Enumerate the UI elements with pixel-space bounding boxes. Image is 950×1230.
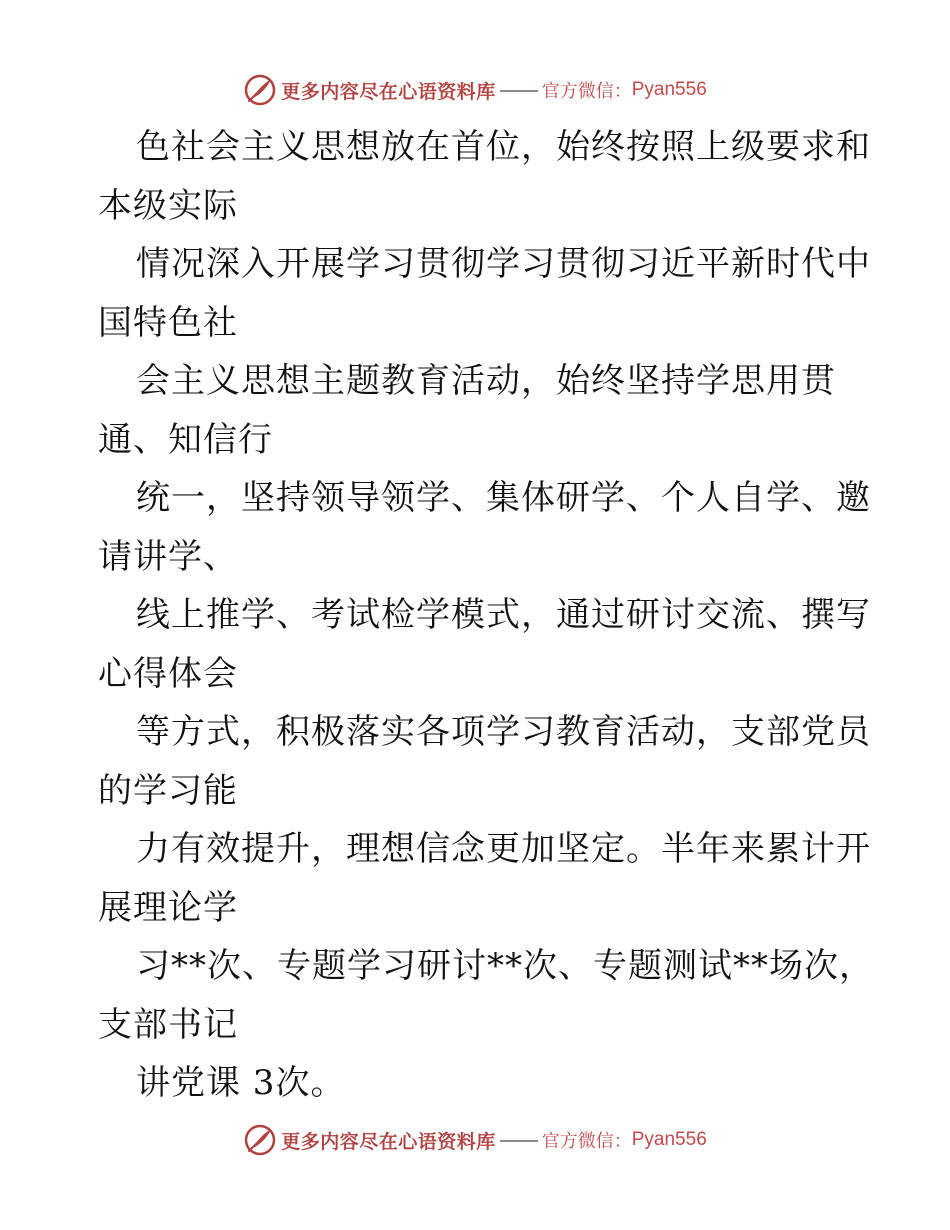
banner-wechat-account: Pyan556 <box>631 1129 707 1150</box>
body-line: 会主义思想主题教育活动，始终坚持学思用贯 <box>136 361 836 401</box>
body-line: 的学习能 <box>98 770 238 811</box>
body-line: 线上推学、考试检学模式，通过研讨交流、撰写 <box>136 595 871 635</box>
body-line: 通、知信行 <box>98 419 273 460</box>
banner-separator <box>500 1140 538 1142</box>
body-line: 国特色社 <box>98 302 238 343</box>
header-banner <box>0 70 950 110</box>
body-line: 请讲学、 <box>98 536 238 577</box>
feather-pen-logo-icon <box>243 73 277 107</box>
body-line: 心得体会 <box>98 653 238 694</box>
body-line: 统一，坚持领导领学、集体研学、个人自学、邀 <box>136 478 871 518</box>
body-line: 习**次、专题学习研讨**次、专题测试**场次， <box>136 946 874 986</box>
body-line: 情况深入开展学习贯彻学习贯彻习近平新时代中 <box>136 244 871 284</box>
body-line: 展理论学 <box>98 887 238 928</box>
feather-pen-logo-icon <box>243 1123 277 1157</box>
banner-site-text: 更多内容尽在心语资料库 <box>281 80 496 103</box>
banner-site-text: 更多内容尽在心语资料库 <box>281 1130 496 1153</box>
banner-wechat-label: 官方微信： <box>541 1131 632 1152</box>
document-body <box>98 118 874 1113</box>
footer-banner <box>0 1120 950 1160</box>
body-line: 本级实际 <box>98 185 238 226</box>
body-line: 讲党课 3次。 <box>136 1063 346 1103</box>
banner-wechat-label: 官方微信： <box>541 81 632 102</box>
banner-wechat-account: Pyan556 <box>631 79 707 100</box>
banner-separator <box>500 90 538 92</box>
body-line: 支部书记 <box>98 1004 238 1045</box>
body-line: 力有效提升，理想信念更加坚定。半年来累计开 <box>136 829 871 869</box>
body-line: 色社会主义思想放在首位，始终按照上级要求和 <box>136 127 871 167</box>
body-line: 等方式，积极落实各项学习教育活动，支部党员 <box>136 712 871 752</box>
